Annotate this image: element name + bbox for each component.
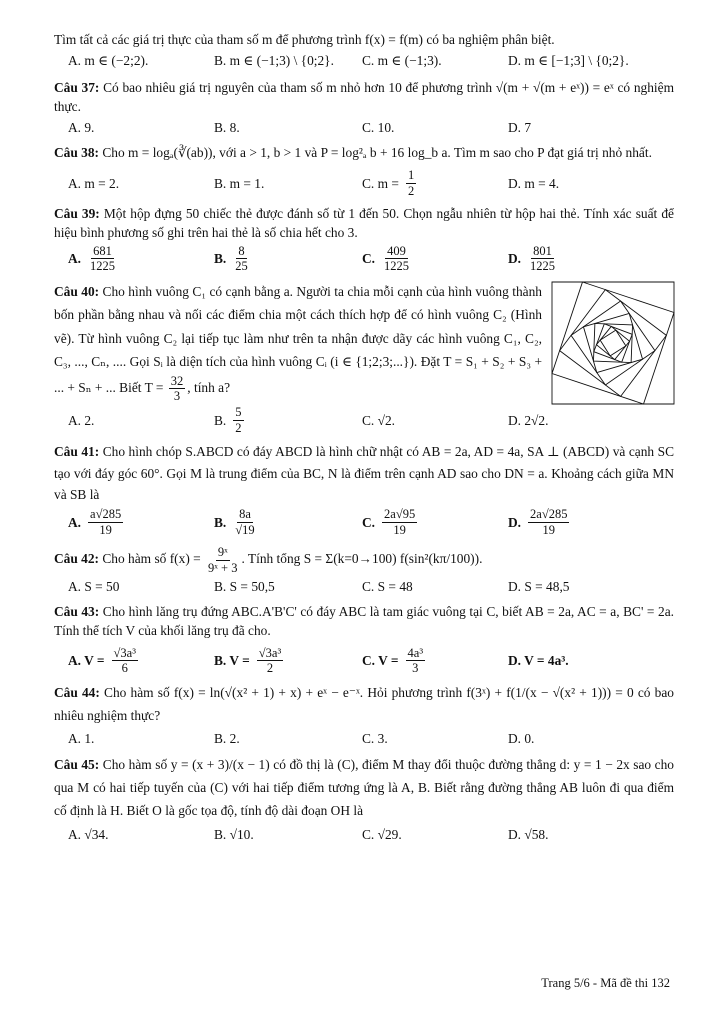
- option-a[interactable]: A. 1.: [68, 731, 95, 747]
- option-c[interactable]: C. 3.: [362, 731, 388, 747]
- option-label: C. V =: [362, 653, 399, 669]
- question-stem: Tìm tất cả các giá trị thực của tham số m để phương trình f(x) = f(m) có ba nghiệm phân biệt.: [54, 32, 555, 47]
- option-b[interactable]: B. √10.: [214, 826, 254, 842]
- question-stem-a: Cho hàm số f(x) =: [102, 551, 201, 567]
- denominator: 9ˣ + 3: [208, 560, 238, 575]
- option-d[interactable]: [508, 507, 658, 537]
- denominator: 1225: [530, 259, 556, 274]
- option-label: A.: [68, 514, 82, 530]
- numerator: 2a√95: [384, 507, 416, 522]
- answer-options: [54, 168, 674, 198]
- fraction: [233, 507, 256, 537]
- numerator: √3a³: [113, 645, 136, 660]
- numerator: √3a³: [258, 645, 282, 660]
- option-a[interactable]: A. m ∈ (−2;2).: [68, 53, 149, 69]
- question-stem: Cho hàm số f(x) = ln(√(x² + 1) + x) + eˣ − e⁻ˣ. Hỏi phương trình f(3ˣ) + f(1/(x − √(x² + 1))) = 0 có bao nhiêu nghiệm thực?: [54, 684, 674, 723]
- fraction: [406, 646, 426, 676]
- question-label: Câu 43:: [54, 603, 100, 619]
- option-a[interactable]: A. S = 50: [68, 578, 120, 594]
- option-a[interactable]: A. 2.: [68, 412, 95, 428]
- square-3: [560, 289, 667, 396]
- option-c[interactable]: C. S = 48: [362, 578, 413, 594]
- option-a[interactable]: [68, 646, 214, 676]
- denominator: √19: [235, 522, 255, 537]
- option-d[interactable]: D. m = 4.: [508, 175, 560, 191]
- fraction: [528, 507, 569, 537]
- question-label: Câu 39:: [54, 205, 100, 221]
- fraction: [233, 405, 243, 435]
- option-label: C.: [362, 251, 376, 267]
- option-label: B. V =: [214, 653, 250, 669]
- option-a[interactable]: A. 9.: [68, 120, 95, 136]
- option-b[interactable]: B. 8.: [214, 120, 240, 136]
- square-1: [552, 282, 674, 404]
- numerator: 4a³: [407, 645, 424, 660]
- answer-options: [54, 51, 674, 70]
- denominator: 19: [393, 522, 406, 537]
- option-a[interactable]: [68, 507, 214, 537]
- option-c[interactable]: C. √29.: [362, 826, 402, 842]
- option-c[interactable]: [362, 507, 508, 537]
- denominator: 2: [266, 661, 274, 676]
- denominator: 19: [99, 522, 112, 537]
- numerator: 8: [238, 244, 245, 258]
- denominator: 2: [407, 183, 415, 198]
- option-b[interactable]: [214, 405, 362, 435]
- question-label: Câu 44:: [54, 684, 100, 700]
- numerator: 32: [170, 373, 184, 388]
- option-c[interactable]: C. 10.: [362, 120, 395, 136]
- question-label: Câu 38:: [54, 145, 100, 161]
- answer-options: [54, 244, 674, 274]
- question-label: Câu 42:: [54, 551, 100, 567]
- option-a[interactable]: A. m = 2.: [68, 175, 120, 191]
- question-stem: Có bao nhiêu giá trị nguyên của tham số m nhỏ hơn 10 để phương trình √(m + √(m + eˣ)) = eˣ có nghiệm thực.: [54, 80, 674, 115]
- fraction: [233, 244, 250, 274]
- question-stem-b: . Tính tổng S = Σ(k=0→100) f(sin²(kπ/100)).: [241, 551, 483, 567]
- option-b[interactable]: [214, 244, 362, 274]
- question-label: Câu 40:: [54, 283, 100, 299]
- question-42: [54, 545, 674, 596]
- option-b[interactable]: B. m = 1.: [214, 175, 265, 191]
- question-39: [54, 204, 674, 274]
- option-d[interactable]: D. √58.: [508, 826, 549, 842]
- numerator: 681: [93, 244, 112, 258]
- option-c[interactable]: [362, 646, 508, 676]
- question-stem: Cho hàm số y = (x + 3)/(x − 1) có đồ thị là (C), điểm M thay đổi thuộc đường thẳng d: y = 1 − 2x sao cho qua M có hai tiếp tuyến của (C) với hai tiếp điểm tương ứng là A, B. Biết rằng đường thẳng AB luôn đi qua điểm cố định là H. Biết O là gốc tọa độ, tính độ dài đoạn OH là: [54, 757, 674, 818]
- question-stem: Cho hình vuông C₁ có cạnh bằng a. Người ta chia mỗi cạnh của hình vuông thành bốn phần bằng nhau và nối các điểm chia một cách thích hợp để có hình vuông C₂ (Hình vẽ). Từ hình vuông C₂ lại tiếp tục làm như trên ta nhận được dãy các hình vuông C₁, C₂, C₃, ..., Cₙ, .... Gọi Sᵢ là diện tích của hình vuông Cᵢ (i ∈ {1;2;3;...}). Đặt T = S₁ + S₂ + S₃ + ... + Sₙ + ... Biết: [54, 283, 542, 395]
- denominator: 1225: [90, 259, 116, 274]
- denominator: 2: [235, 420, 242, 435]
- answer-options: [54, 646, 674, 676]
- answer-options: [54, 118, 674, 137]
- fraction: [528, 244, 557, 274]
- denominator: 3: [173, 388, 181, 403]
- fraction: [257, 646, 283, 676]
- question-label: Câu 45:: [54, 757, 100, 773]
- nested-squares-figure: [550, 280, 676, 406]
- option-d[interactable]: D. S = 48,5: [508, 578, 570, 594]
- exam-page: [54, 30, 674, 850]
- option-b[interactable]: [214, 646, 362, 676]
- numerator: 8a: [239, 507, 251, 522]
- option-d[interactable]: D. m ∈ [−1;3] \ {0;2}.: [508, 53, 629, 69]
- denominator: 3: [412, 661, 419, 676]
- option-label: D. V = 4a³.: [508, 653, 569, 669]
- option-a[interactable]: [68, 244, 214, 274]
- option-d[interactable]: [508, 651, 658, 670]
- t-equation: T =: [144, 379, 164, 395]
- fraction: [169, 374, 186, 404]
- option-b[interactable]: B. S = 50,5: [214, 578, 275, 594]
- fraction: [206, 545, 239, 575]
- square-4: [571, 301, 655, 385]
- option-d[interactable]: D. 7: [508, 120, 532, 136]
- numerator: 5: [235, 405, 242, 420]
- question-text: [54, 280, 542, 404]
- option-c[interactable]: [362, 168, 508, 198]
- answer-options: [54, 729, 674, 748]
- question-stem: Cho m = logₐ(∛(ab)), với a > 1, b > 1 và P = log²ₐ b + 16 log_b a. Tìm m sao cho P đạt giá trị nhỏ nhất.: [102, 145, 652, 161]
- fraction: [88, 244, 117, 274]
- fraction: [112, 646, 138, 676]
- numerator: 9ˣ: [217, 545, 228, 560]
- option-label: B.: [214, 514, 227, 530]
- question-40: [54, 280, 674, 435]
- option-b[interactable]: [214, 507, 362, 537]
- question-43: [54, 602, 674, 676]
- question-45: [54, 754, 674, 843]
- option-a[interactable]: A. √34.: [68, 826, 109, 842]
- question-ask: , tính a?: [187, 379, 231, 395]
- square-5: [583, 313, 642, 372]
- option-b[interactable]: B. m ∈ (−1;3) \ {0;2}.: [214, 53, 334, 69]
- square-7: [594, 324, 632, 362]
- page-footer: Trang 5/6 - Mã đề thi 132: [541, 976, 670, 990]
- question-stem: Cho hình chóp S.ABCD có đáy ABCD là hình chữ nhật có AB = 2a, AD = 4a, SA ⊥ (ABCD) và cạnh SC tạo với đáy góc 60°. Gọi M là trung điểm của BC, N là điểm trên cạnh AD sao cho DN = a. Khoảng cách giữa MN và SB là: [54, 444, 675, 502]
- question-stem: Một hộp đựng 50 chiếc thẻ được đánh số từ 1 đến 50. Chọn ngẫu nhiên từ hộp hai thẻ. Tính xác suất để hiệu bình phương số ghi trên hai thẻ là số chia hết cho 3.: [54, 205, 674, 240]
- numerator: 801: [533, 244, 552, 258]
- question-38: [54, 143, 674, 198]
- option-label: B.: [214, 251, 227, 267]
- question-label: Câu 37:: [54, 80, 100, 96]
- numerator: 2a√285: [530, 507, 568, 522]
- answer-options: [54, 507, 674, 537]
- fraction: [406, 168, 416, 198]
- option-c-text: C. m =: [362, 175, 399, 191]
- option-c[interactable]: [362, 244, 508, 274]
- question-label: Câu 41:: [54, 444, 100, 460]
- numerator: a√285: [90, 507, 122, 522]
- question-44: [54, 682, 674, 749]
- option-label: A. V =: [68, 653, 105, 669]
- option-c[interactable]: C. √2.: [362, 412, 396, 428]
- question-36-continuation: [54, 30, 674, 70]
- square-2: [552, 282, 674, 404]
- option-d[interactable]: [508, 244, 658, 274]
- question-37: [54, 78, 674, 137]
- option-b[interactable]: B. 2.: [214, 731, 240, 747]
- question-41: [54, 441, 674, 537]
- option-c[interactable]: C. m ∈ (−1;3).: [362, 53, 442, 69]
- numerator: 409: [387, 244, 406, 258]
- square-9: [600, 330, 626, 356]
- fraction: [382, 244, 411, 274]
- option-label: B.: [214, 412, 227, 428]
- fraction: [88, 507, 123, 537]
- denominator: 19: [542, 522, 555, 537]
- fraction: [382, 507, 417, 537]
- denominator: 1225: [384, 259, 410, 274]
- option-d[interactable]: D. 0.: [508, 731, 535, 747]
- answer-options: [54, 577, 674, 596]
- option-label: A.: [68, 251, 82, 267]
- question-stem: Cho hình lăng trụ đứng ABC.A'B'C' có đáy ABC là tam giác vuông tại C, biết AB = 2a, AC = a, BC' = 2a. Tính thể tích V của khối lăng trụ đã cho.: [54, 603, 675, 638]
- option-d[interactable]: D. 2√2.: [508, 412, 549, 428]
- option-label: D.: [508, 251, 522, 267]
- denominator: 6: [121, 661, 128, 676]
- answer-options: [54, 405, 674, 435]
- option-label: D.: [508, 514, 522, 530]
- denominator: 25: [235, 259, 248, 274]
- square-6: [593, 323, 632, 362]
- numerator: 1: [407, 168, 415, 183]
- answer-options: [54, 825, 674, 844]
- option-label: C.: [362, 514, 376, 530]
